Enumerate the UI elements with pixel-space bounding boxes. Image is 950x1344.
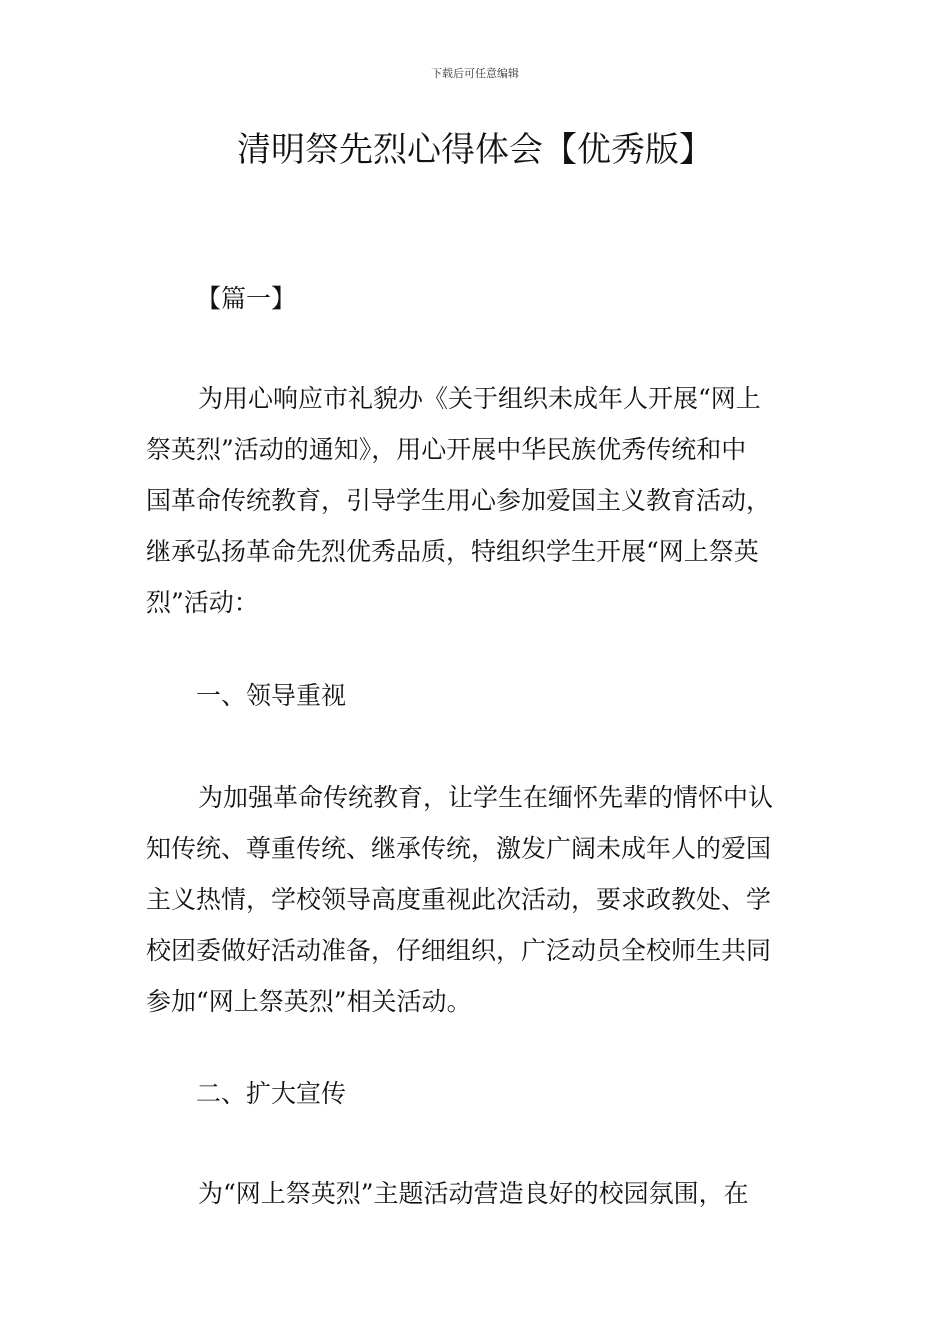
paragraph-line: 主义热情，学校领导高度重视此次活动，要求政教处、学	[146, 885, 772, 914]
paragraph-line: 为“网上祭英烈”主题活动营造良好的校园氛围，在	[198, 1179, 749, 1208]
paragraph-line: 为用心响应市礼貌办《关于组织未成年人开展“网上	[198, 384, 761, 413]
paragraph-line: 烈”活动：	[146, 588, 259, 617]
paragraph-line: 继承弘扬革命先烈优秀品质，特组织学生开展“网上祭英	[146, 537, 759, 566]
paragraph-leadership	[146, 772, 810, 1027]
heading-leadership: 一、领导重视	[196, 681, 347, 710]
heading-publicity: 二、扩大宣传	[196, 1079, 347, 1108]
paragraph-publicity	[146, 1168, 810, 1219]
paragraph-intro	[146, 373, 810, 628]
paragraph-line: 知传统、尊重传统、继承传统，激发广阔未成年人的爱国	[146, 834, 772, 863]
paragraph-line: 祭英烈”活动的通知》，用心开展中华民族优秀传统和中	[146, 435, 747, 464]
paragraph-line: 校团委做好活动准备，仔细组织，广泛动员全校师生共同	[146, 936, 772, 965]
header-note: 下载后可任意编辑	[431, 67, 519, 80]
paragraph-line: 为加强革命传统教育，让学生在缅怀先辈的情怀中认	[198, 783, 774, 812]
document-title: 清明祭先烈心得体会【优秀版】	[237, 130, 713, 170]
paragraph-line: 参加“网上祭英烈”相关活动。	[146, 987, 472, 1016]
part-label: 【篇一】	[196, 284, 297, 313]
paragraph-line: 国革命传统教育，引导学生用心参加爱国主义教育活动，	[146, 486, 772, 515]
